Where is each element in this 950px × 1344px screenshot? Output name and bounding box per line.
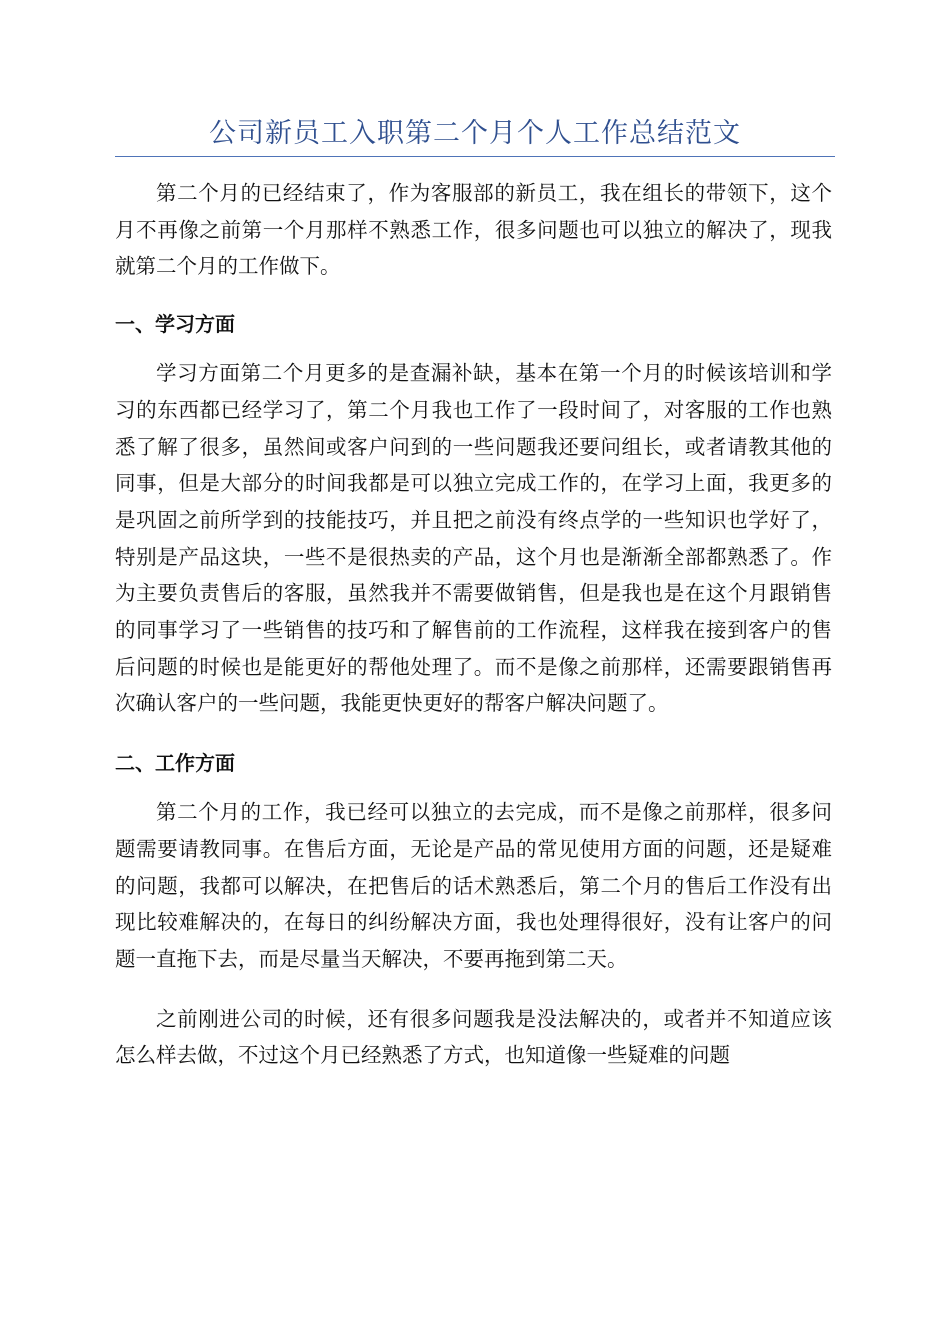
title-block (115, 112, 835, 157)
work-paragraph-2: 之前刚进公司的时候，还有很多问题我是没法解决的，或者并不知道应该怎么样去做，不过这个月已经熟悉了方式，也知道像一些疑难的问题 (115, 1006, 832, 1068)
document-body (115, 175, 832, 1074)
section-heading-work: 二、工作方面 (115, 751, 235, 776)
document-title: 公司新员工入职第二个月个人工作总结范文 (209, 118, 741, 149)
section-heading-study: 一、学习方面 (115, 312, 235, 337)
work-paragraph-1: 第二个月的工作，我已经可以独立的去完成，而不是像之前那样，很多问题需要请教同事。在售后方面，无论是产品的常见使用方面的问题，还是疑难的问题，我都可以解决，在把售后的话术熟悉后，第二个月的售后工作没有出现比较难解决的，在每日的纠纷解决方面，我也处理得很好，没有让客户的问题一直拖下去，而是尽量当天解决，不要再拖到第二天。 (115, 800, 832, 971)
study-paragraph: 学习方面第二个月更多的是查漏补缺，基本在第一个月的时候该培训和学习的东西都已经学习了，第二个月我也工作了一段时间了，对客服的工作也熟悉了解了很多，虽然间或客户问到的一些问题我还要问组长，或者请教其他的同事，但是大部分的时间我都是可以独立完成工作的，在学习上面，我更多的是巩固之前所学到的技能技巧，并且把之前没有终点学的一些知识也学好了，特别是产品这块，一些不是很热卖的产品，这个月也是渐渐全部都熟悉了。作为主要负责售后的客服，虽然我并不需要做销售，但是我也是在这个月跟销售的同事学习了一些销售的技巧和了解售前的工作流程，这样我在接到客户的售后问题的时候也是能更好的帮他处理了。而不是像之前那样，还需要跟销售再次确认客户的一些问题，我能更快更好的帮客户解决问题了。 (115, 361, 832, 716)
intro-paragraph: 第二个月的已经结束了，作为客服部的新员工，我在组长的带领下，这个月不再像之前第一个月那样不熟悉工作，很多问题也可以独立的解决了，现我就第二个月的工作做下。 (115, 181, 832, 279)
